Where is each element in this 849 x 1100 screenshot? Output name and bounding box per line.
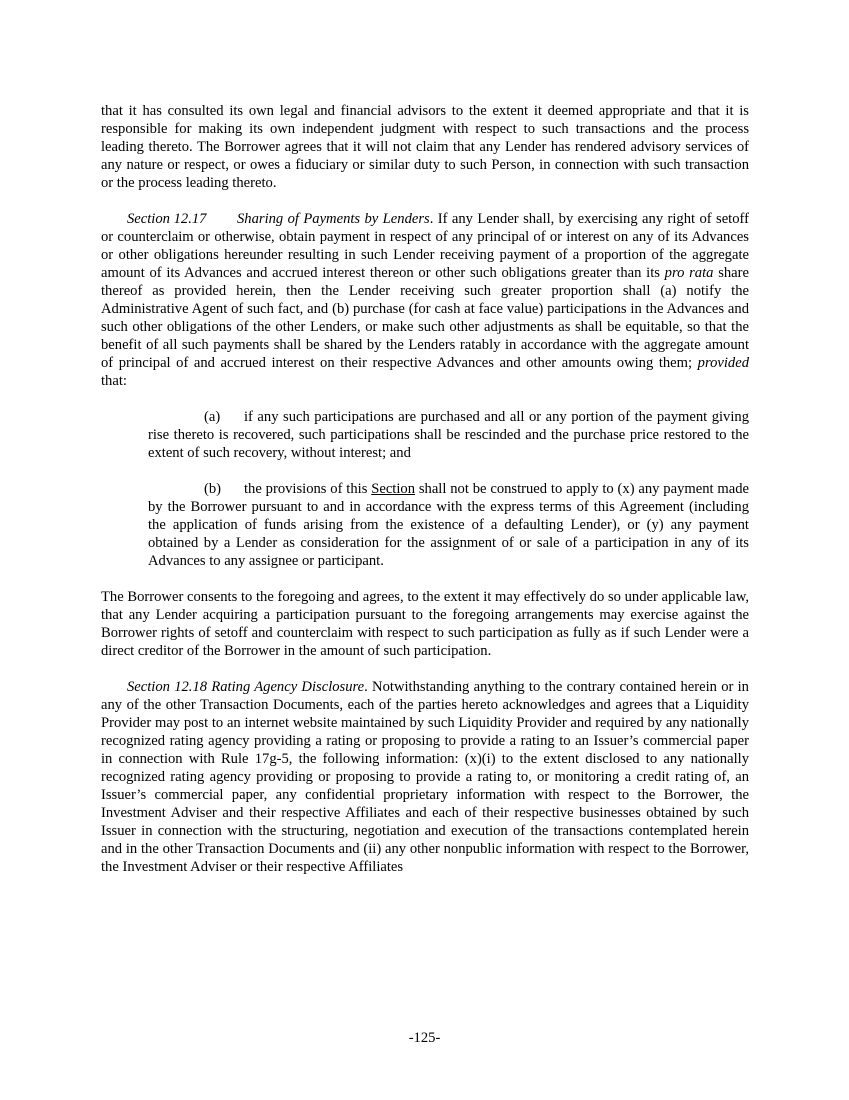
consent-paragraph: The Borrower consents to the foregoing and agrees, to the extent it may effectively do so under applicable law, that any Lender acquiring a participation pursuant to the foregoing arrangements may exercise against the Borrower rights of setoff and counterclaim with respect to such participation as fully as if such Lender were a direct creditor of the Borrower in the amount of such participation. <box>101 589 749 659</box>
section-12-17-paragraph <box>101 210 749 390</box>
provided-term: provided <box>697 355 749 371</box>
section-12-18-number: Section 12.18 <box>127 679 208 695</box>
section-12-18-heading: Rating Agency Disclosure <box>211 679 365 695</box>
clause-b-text-1: the provisions of this <box>244 481 372 497</box>
section-12-17-number: Section 12.17 <box>127 211 207 227</box>
clause-b <box>148 480 749 570</box>
section-12-17-heading: Sharing of Payments by Lenders <box>237 211 430 227</box>
continuation-paragraph: that it has consulted its own legal and financial advisors to the extent it deemed appropriate and that it is responsible for making its own independent judgment with respect to such transactions and the process leading thereto. The Borrower agrees that it will not claim that any Lender has rendered advisory services of any nature or respect, or owes a fiduciary or similar duty to such Person, in connection with such transaction or the process leading thereto. <box>101 103 749 191</box>
section-12-17-text-2: share thereof as provided herein, then the Lender receiving such greater proportion shall (a) notify the Administrative Agent of such fact, and (b) purchase (for cash at face value) participations in the Advances and such other obligations of the other Lenders, or make such other adjustments as shall be equitable, so that the benefit of all such payments shall be shared by the Lenders ratably in accordance with the aggregate amount of principal of and accrued interest on their respective Advances and other amounts owing them; <box>101 265 749 371</box>
page-number: -125- <box>408 1030 441 1046</box>
section-12-18-text: . Notwithstanding anything to the contrary contained herein or in any of the other Transaction Documents, each of the parties hereto acknowledges and agrees that a Liquidity Provider may post to an internet website maintained by such Liquidity Provider and required by any nationally recognized rating agency providing a rating or proposing to provide a rating to an Issuer’s commercial paper in connection with Rule 17g-5, the following information: (x)(i) to the extent disclosed to any nationally recognized rating agency providing or proposing to provide a rating to, or monitoring a credit rating of, an Issuer’s commercial paper, any confidential proprietary information with respect to the Borrower, the Investment Adviser and their respective Affiliates and each of their respective businesses obtained by such Issuer in connection with the structuring, negotiation and execution of the transactions contemplated herein and in the other Transaction Documents and (ii) any other nonpublic information with respect to the Borrower, the Investment Adviser or their respective Affiliates <box>101 679 749 875</box>
section-cross-reference: Section <box>371 481 416 497</box>
clause-a <box>148 408 749 462</box>
clause-b-label: (b) <box>204 481 222 497</box>
section-12-17-text-3: that: <box>101 373 127 389</box>
page-body <box>101 102 749 876</box>
clause-a-label: (a) <box>204 409 221 425</box>
section-12-18-paragraph <box>101 678 749 876</box>
section-12-17-text-1: . If any Lender shall, by exercising any right of setoff or counterclaim or otherwise, obtain payment in respect of any principal of or interest on any of its Advances or other obligations hereunder resulting in such Lender receiving payment of a proportion of the aggregate amount of its Advances and accrued interest thereon or other such obligations greater than its <box>101 211 749 281</box>
pro-rata-term: pro rata <box>664 265 714 281</box>
clause-b-text-2: shall not be construed to apply to (x) any payment made by the Borrower pursuant to and in accordance with the express terms of this Agreement (including the application of funds arising from the existence of a defaulting Lender), or (y) any payment obtained by a Lender as consideration for the assignment of or sale of a participation in any of its Advances to any assignee or participant. <box>148 481 749 569</box>
clause-a-text: if any such participations are purchased and all or any portion of the payment giving rise thereto is recovered, such participations shall be rescinded and the purchase price restored to the extent of such recovery, without interest; and <box>148 409 749 461</box>
